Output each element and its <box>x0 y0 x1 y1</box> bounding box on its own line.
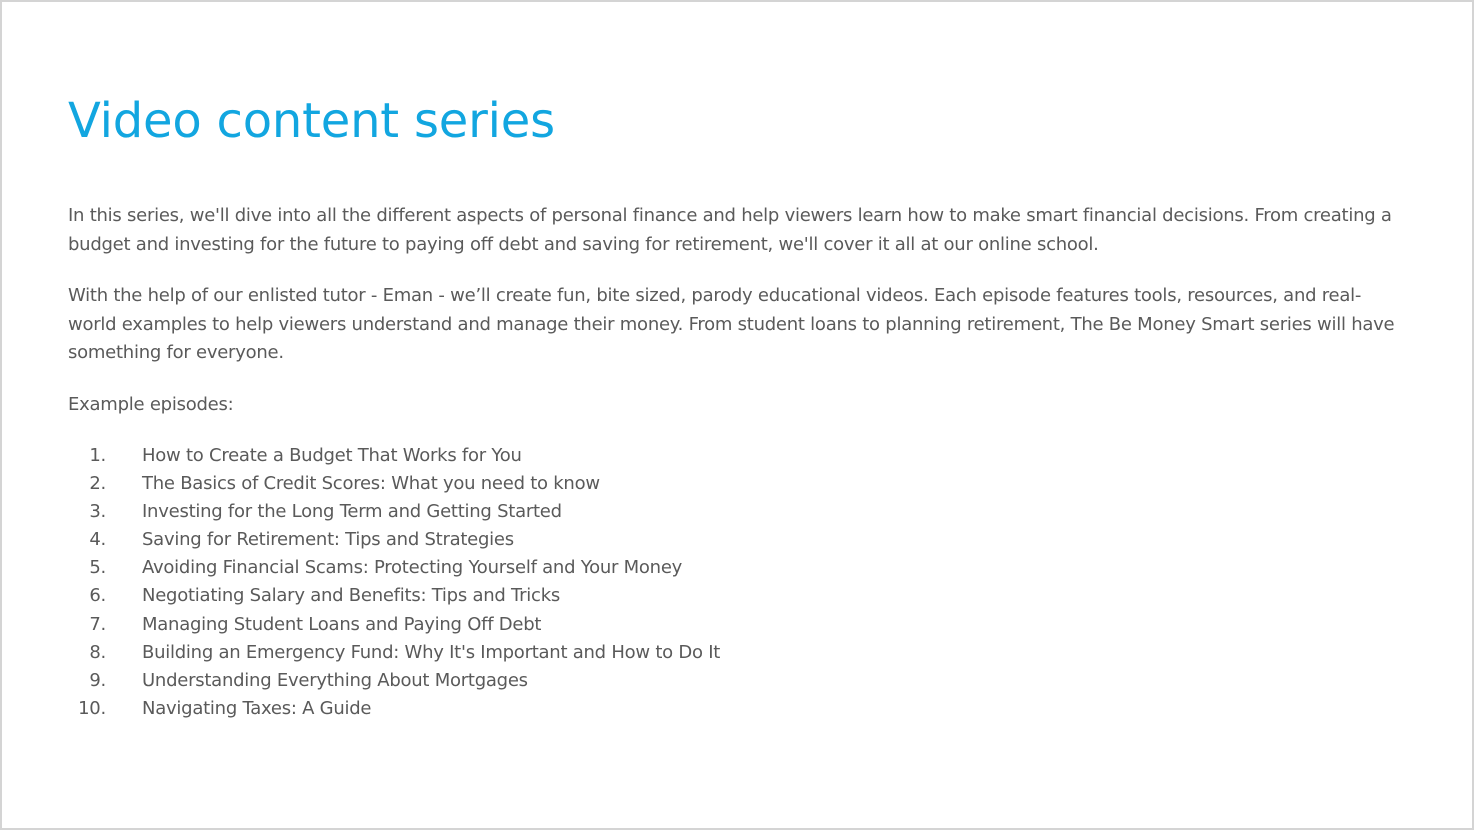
episode-item <box>68 667 1398 695</box>
episode-title: Investing for the Long Term and Getting Started <box>142 501 562 523</box>
episode-item <box>68 470 1398 498</box>
episodes-label: Example episodes: <box>68 393 234 415</box>
episode-title: Negotiating Salary and Benefits: Tips and Tricks <box>142 585 560 607</box>
episode-item <box>68 611 1398 639</box>
episode-item <box>68 498 1398 526</box>
episode-title: Avoiding Financial Scams: Protecting Yourself and Your Money <box>142 557 683 579</box>
tutor-paragraph: With the help of our enlisted tutor - Eman - we’ll create fun, bite sized, parody educational videos. Each episode features tools, resources, and real-world examples to help viewers understand and manage their money. From student loans to planning retirement, The Be Money Smart series will have something for everyone. <box>68 285 1395 363</box>
slide-body <box>68 202 1398 723</box>
episode-item <box>68 582 1398 610</box>
episode-item <box>68 442 1398 470</box>
episode-list <box>68 442 1398 723</box>
episode-number: 10. <box>78 697 106 719</box>
episode-title: Building an Emergency Fund: Why It's Important and How to Do It <box>142 641 721 663</box>
episode-item <box>68 526 1398 554</box>
episode-title: Managing Student Loans and Paying Off Debt <box>142 613 542 635</box>
episode-title: The Basics of Credit Scores: What you need to know <box>142 473 600 495</box>
episode-title: Navigating Taxes: A Guide <box>142 697 372 719</box>
episode-number: 9. <box>89 669 106 691</box>
episode-number: 5. <box>89 557 106 579</box>
episode-number: 7. <box>89 613 106 635</box>
episode-item <box>68 639 1398 667</box>
episode-item <box>68 695 1398 723</box>
episode-number: 1. <box>89 445 106 466</box>
episode-item <box>68 554 1398 582</box>
episode-number: 8. <box>89 641 106 663</box>
episode-number: 2. <box>89 473 106 495</box>
episode-number: 6. <box>89 585 106 607</box>
intro-paragraph: In this series, we'll dive into all the different aspects of personal finance and help viewers learn how to make smart financial decisions. From creating a budget and investing for the future to paying off debt and saving for retirement, we'll cover it all at our online school. <box>68 205 1392 255</box>
episode-title: Saving for Retirement: Tips and Strategies <box>142 529 514 551</box>
episode-title: How to Create a Budget That Works for You <box>142 445 522 466</box>
slide-title: Video content series <box>68 93 555 149</box>
episode-number: 3. <box>89 501 106 523</box>
episode-number: 4. <box>89 529 106 551</box>
episode-title: Understanding Everything About Mortgages <box>142 669 528 691</box>
